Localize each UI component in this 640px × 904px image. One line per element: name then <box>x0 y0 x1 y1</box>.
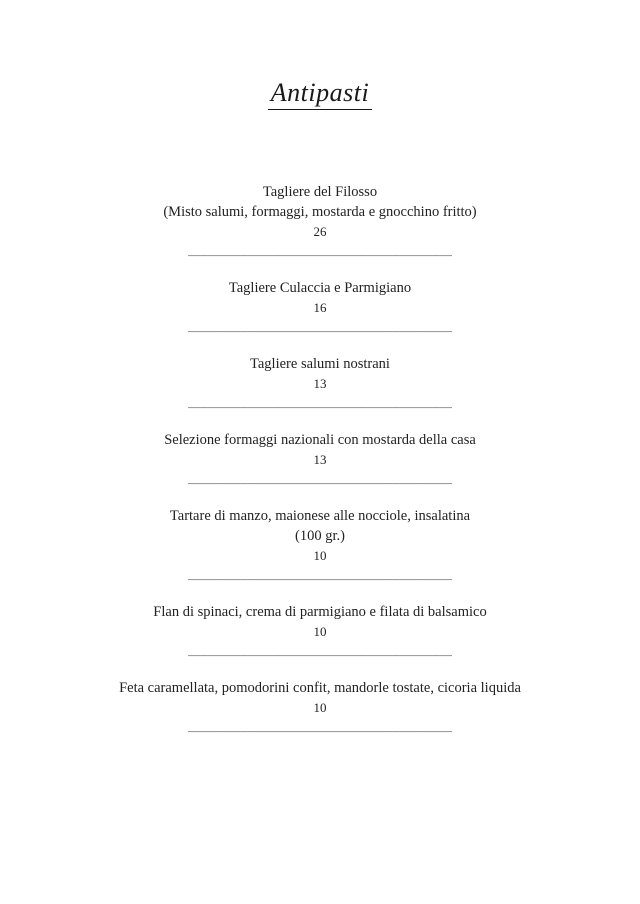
menu-item <box>0 602 640 642</box>
item-name: Tagliere salumi nostrani <box>250 356 390 372</box>
section-title-text: Antipasti <box>268 79 372 110</box>
item-separator: ________________________________________ <box>187 647 453 659</box>
menu-item <box>0 678 640 718</box>
item-name: Selezione formaggi nazionali con mostarda della casa <box>164 432 476 448</box>
item-price: 16 <box>313 300 327 315</box>
item-detail: (100 gr.) <box>295 528 345 544</box>
item-price: 10 <box>313 624 327 639</box>
item-price: 10 <box>313 700 327 715</box>
item-name: Tagliere del Filosso <box>262 184 378 200</box>
item-separator: ________________________________________ <box>187 247 453 259</box>
item-name: Flan di spinaci, crema di parmigiano e filata di balsamico <box>153 604 487 620</box>
item-separator: ________________________________________ <box>187 323 453 335</box>
item-price: 13 <box>313 376 327 391</box>
item-detail: (Misto salumi, formaggi, mostarda e gnocchino fritto) <box>163 204 477 220</box>
item-price: 26 <box>313 224 327 239</box>
menu-item <box>0 506 640 566</box>
menu-item <box>0 354 640 394</box>
item-price: 13 <box>313 452 327 467</box>
item-separator: ________________________________________ <box>187 399 453 411</box>
item-separator: ________________________________________ <box>187 571 453 583</box>
menu-item <box>0 182 640 242</box>
item-name: Tartare di manzo, maionese alle nocciole, insalatina <box>169 508 471 524</box>
menu-item-list <box>0 182 640 754</box>
item-price: 10 <box>313 548 327 563</box>
menu-item <box>0 278 640 318</box>
item-separator: ________________________________________ <box>187 475 453 487</box>
item-name: Feta caramellata, pomodorini confit, mandorle tostate, cicoria liquida <box>119 680 521 696</box>
item-name: Tagliere Culaccia e Parmigiano <box>228 280 412 296</box>
section-title <box>0 78 640 110</box>
menu-item <box>0 430 640 470</box>
item-separator: ________________________________________ <box>187 723 453 735</box>
